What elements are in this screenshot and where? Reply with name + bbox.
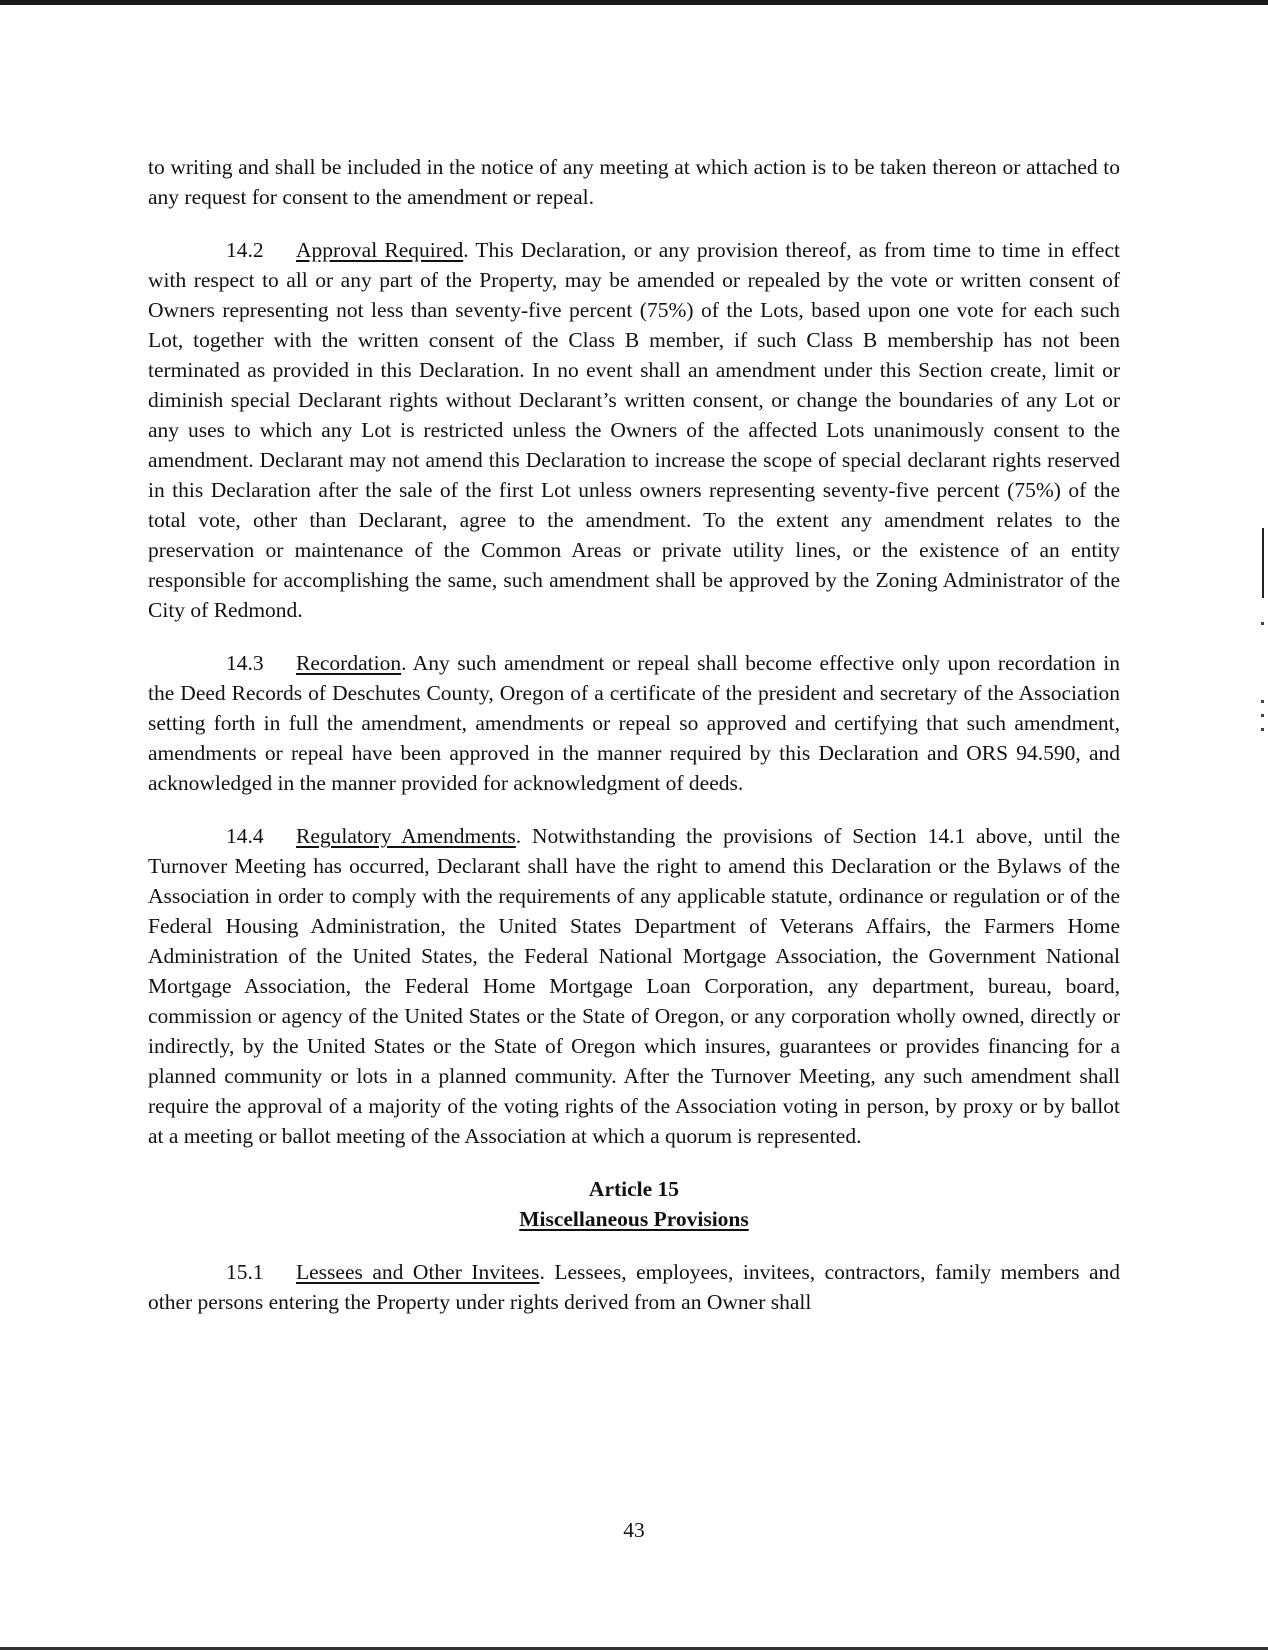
- section-body: Lessees, employees, invitees, contractors, family members and other persons entering the Property under rights derived from an Owner shall: [148, 1260, 1121, 1314]
- document-page: [148, 152, 1120, 1317]
- section-body: Any such amendment or repeal shall become effective only upon recordation in the Deed Records of Deschutes County, Oregon of a certificate of the president and secretary of the Association setting forth in full the amendment, amendments or repeal so approved and certifying that such amendment, amendments or repeal have been approved in the manner required by this Declaration and ORS 94.590, and acknowledged in the manner provided for acknowledgment of deeds.: [148, 651, 1120, 795]
- section-heading: Approval Required: [296, 238, 464, 262]
- article-heading: [148, 1174, 1120, 1234]
- section-14-2: 14.2 Approval Required. This Declaration, or any provision thereof, as from time to time in effect with respect to all or any part of the Property, may be amended or repealed by the vote or written consent of Owners representing not less than seventy-five percent (75%) of the Lots, based upon one vote for each such Lot, together with the written consent of the Class B member, if such Class B membership has not been terminated as provided in this Declaration. In no event shall an amendment under this Section create, limit or diminish special Declarant rights without Declarant’s written consent, or change the boundaries of any Lot or any uses to which any Lot is restricted unless the Owners of the affected Lots unanimously consent to the amendment. Declarant may not amend this Declaration to increase the scope of special declarant rights reserved in this Declaration after the sale of the first Lot unless owners representing seventy-five percent (75%) of the total vote, other than Declarant, agree to the amendment. To the extent any amendment relates to the preservation or maintenance of the Common Areas or private utility lines, or the existence of an entity responsible for accomplishing the same, such amendment shall be approved by the Zoning Administrator of the City of Redmond.: [148, 235, 1120, 625]
- article-number: Article 15: [588, 1177, 680, 1201]
- section-heading: Lessees and Other Invitees: [296, 1260, 540, 1284]
- margin-scan-dot: [1261, 700, 1264, 703]
- article-title: Miscellaneous Provisions: [519, 1207, 749, 1231]
- section-14-4: 14.4 Regulatory Amendments. Notwithstanding the provisions of Section 14.1 above, until the Turnover Meeting has occurred, Declarant shall have the right to amend this Declaration or the Bylaws of the Association in order to comply with the requirements of any applicable statute, ordinance or regulation or of the Federal Housing Administration, the United States Department of Veterans Affairs, the Farmers Home Administration of the United States, the Federal National Mortgage Association, the Government National Mortgage Association, the Federal Home Mortgage Loan Corporation, any department, bureau, board, commission or agency of the United States or the State of Oregon, or any corporation wholly owned, directly or indirectly, by the United States or the State of Oregon which insures, guarantees or provides financing for a planned community or lots in a planned community. After the Turnover Meeting, any such amendment shall require the approval of a majority of the voting rights of the Association voting in person, by proxy or by ballot at a meeting or ballot meeting of the Association at which a quorum is represented.: [148, 821, 1120, 1151]
- section-body: This Declaration, or any provision thereof, as from time to time in effect with respect to all or any part of the Property, may be amended or repealed by the vote or written consent of Owners representing not less than seventy-five percent (75%) of the Lots, based upon one vote for each such Lot, together with the written consent of the Class B member, if such Class B membership has not been terminated as provided in this Declaration. In no event shall an amendment under this Section create, limit or diminish special Declarant rights without Declarant’s written consent, or change the boundaries of any Lot or any uses to which any Lot is restricted unless the Owners of the affected Lots unanimously consent to the amendment. Declarant may not amend this Declaration to increase the scope of special declarant rights reserved in this Declaration after the sale of the first Lot unless owners representing seventy-five percent (75%) of the total vote, other than Declarant, agree to the amendment. To the extent any amendment relates to the preservation or maintenance of the Common Areas or private utility lines, or the existence of an entity responsible for accomplishing the same, such amendment shall be approved by the Zoning Administrator of the City of Redmond.: [148, 238, 1120, 622]
- margin-scan-mark: [1262, 528, 1264, 598]
- top-scan-edge: [0, 0, 1268, 5]
- section-15-1: 15.1 Lessees and Other Invitees. Lessees, employees, invitees, contractors, family members and other persons entering the Property under rights derived from an Owner shall: [148, 1257, 1120, 1317]
- section-heading: Recordation: [296, 651, 402, 675]
- margin-scan-dot: [1261, 622, 1264, 625]
- section-heading: Regulatory Amendments: [296, 824, 516, 848]
- section-number: 14.4: [226, 824, 264, 848]
- page-number: 43: [623, 1518, 645, 1542]
- section-number: 14.3: [226, 651, 264, 675]
- section-body: Notwithstanding the provisions of Section 14.1 above, until the Turnover Meeting has occurred, Declarant shall have the right to amend this Declaration or the Bylaws of the Association in order to comply with the requirements of any applicable statute, ordinance or regulation or of the Federal Housing Administration, the United States Department of Veterans Affairs, the Farmers Home Administration of the United States, the Federal National Mortgage Association, the Government National Mortgage Association, the Federal Home Mortgage Loan Corporation, any department, bureau, board, commission or agency of the United States or the State of Oregon, or any corporation wholly owned, directly or indirectly, by the United States or the State of Oregon which insures, guarantees or provides financing for a planned community or lots in a planned community. After the Turnover Meeting, any such amendment shall require the approval of a majority of the voting rights of the Association voting in person, by proxy or by ballot at a meeting or ballot meeting of the Association at which a quorum is represented.: [148, 824, 1121, 1148]
- margin-scan-dot: [1261, 714, 1264, 717]
- section-number: 14.2: [226, 238, 264, 262]
- continuation-paragraph: to writing and shall be included in the notice of any meeting at which action is to be taken thereon or attached to any request for consent to the amendment or repeal.: [148, 155, 1120, 209]
- section-number: 15.1: [226, 1260, 264, 1284]
- section-14-3: 14.3 Recordation. Any such amendment or repeal shall become effective only upon recordation in the Deed Records of Deschutes County, Oregon of a certificate of the president and secretary of the Association setting forth in full the amendment, amendments or repeal so approved and certifying that such amendment, amendments or repeal have been approved in the manner required by this Declaration and ORS 94.590, and acknowledged in the manner provided for acknowledgment of deeds.: [148, 648, 1120, 798]
- margin-scan-dot: [1261, 728, 1264, 731]
